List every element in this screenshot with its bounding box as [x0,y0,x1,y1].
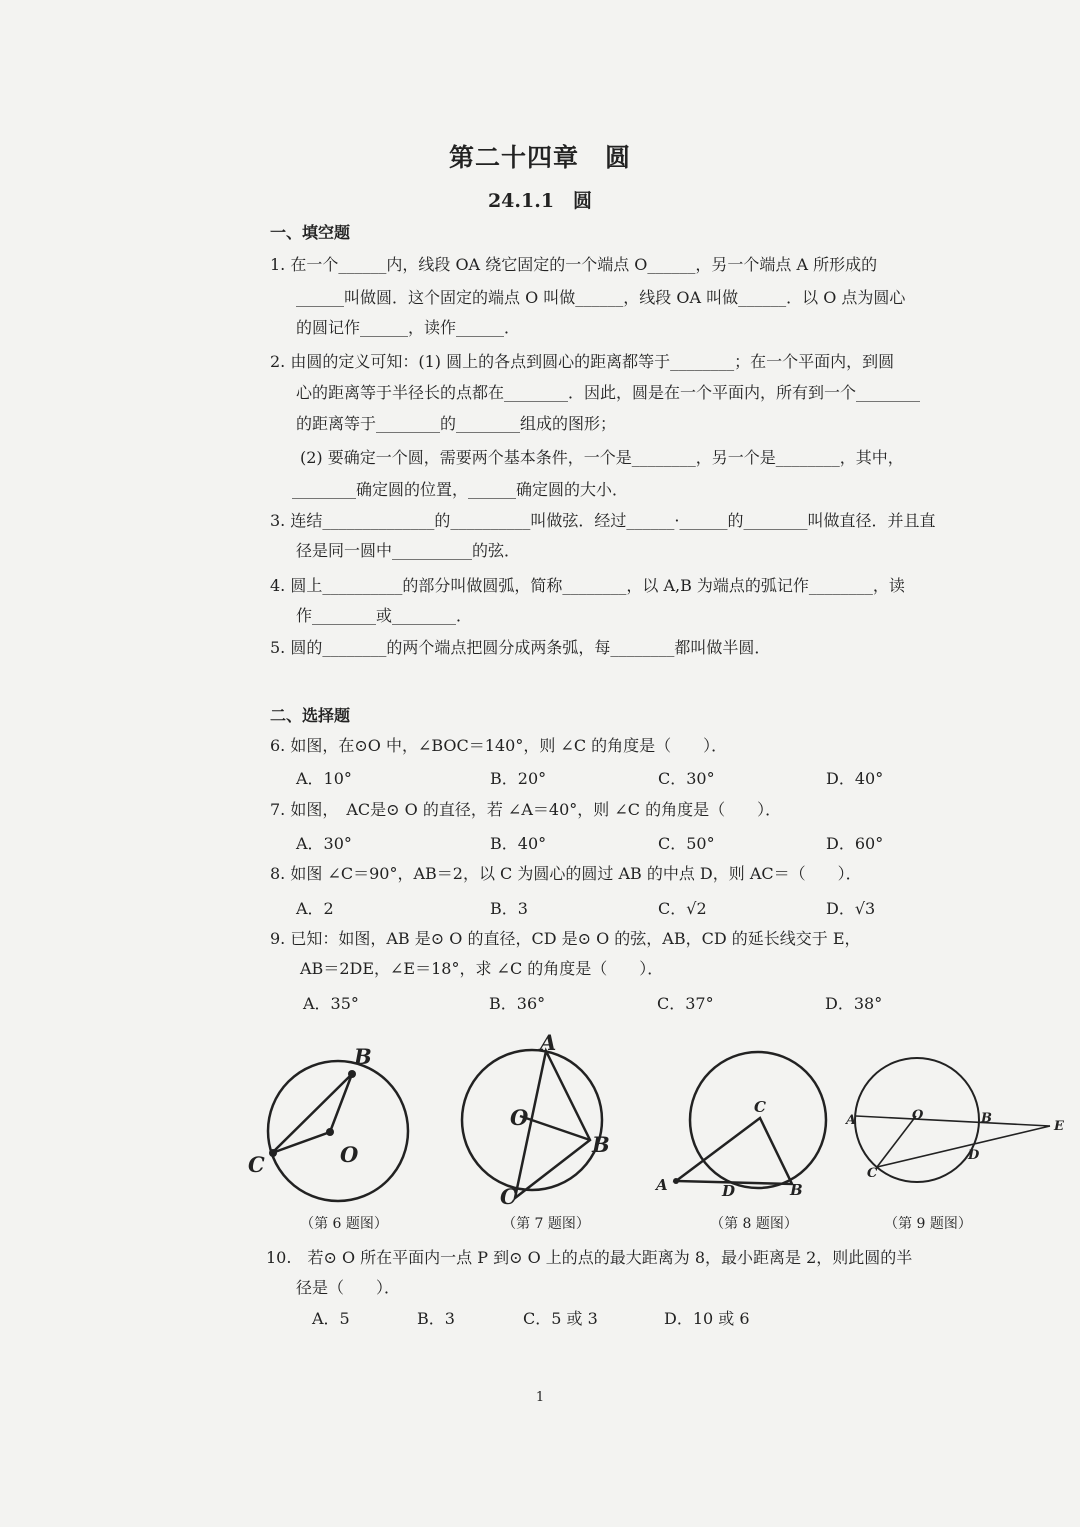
fig8-point-a [673,1178,679,1184]
option-a: A．30° [296,834,352,853]
fig8-label-b: B [790,1181,803,1199]
fill-line: 1. 在一个______内，线段 OA 绕它固定的一个端点 O______，另一个端点 A 所形成的 [270,255,878,274]
fig6-caption: （第 6 题图） [300,1216,388,1232]
fill-line: (2) 要确定一个圆，需要两个基本条件，一个是________，另一个是________，其中， [300,448,904,467]
fig7-caption: （第 7 题图） [502,1216,590,1232]
option-c: C．√2 [658,899,707,918]
fig6-label-o: O [340,1142,359,1167]
fill-line: 心的距离等于半径长的点都在________．因此，圆是在一个平面内，所有到一个________ [296,383,921,402]
option-b: B．20° [490,769,547,788]
fig8-triangle [676,1118,792,1184]
fig7-label-b: B [592,1132,610,1157]
fig9-label-o: O [912,1108,924,1123]
fig6-point-o [326,1128,334,1136]
fig6-point-c [269,1149,277,1157]
figures-row [0,1020,1080,1220]
fig9-caption: （第 9 题图） [884,1216,972,1232]
option-b: B．36° [489,994,546,1013]
question-7-stem: 7. 如图， AC是⊙ O 的直径，若 ∠A＝40°，则 ∠C 的角度是（ ）． [270,800,782,819]
fig7-label-c: C [500,1184,517,1209]
chapter-title: 第二十四章 圆 [448,143,631,172]
option-a: A．5 [312,1309,350,1328]
fill-line: 3. 连结______________的__________叫做弦．经过______·______的________叫做直径．并且直 [270,511,936,530]
option-c: C．50° [658,834,715,853]
fig8-label-d: D [722,1182,736,1200]
fig7-label-o: O [510,1105,529,1130]
option-d: D．40° [826,769,884,788]
option-d: D．√3 [826,899,876,918]
question-10-stem: 10. 若⊙ O 所在平面内一点 P 到⊙ O 上的点的最大距离为 8，最小距离是 2，则此圆的半 [266,1248,913,1267]
fig6-circle [268,1061,408,1201]
fig9-label-e: E [1054,1119,1064,1134]
option-a: A．10° [296,769,352,788]
fig8-label-a: A [656,1176,668,1194]
question-6-stem: 6. 如图，在⊙O 中，∠BOC＝140°，则 ∠C 的角度是（ ）． [270,736,728,755]
question-9-stem: 9. 已知：如图，AB 是⊙ O 的直径，CD 是⊙ O 的弦，AB，CD 的延长线交于 E， [270,929,861,948]
option-c: C．5 或 3 [523,1309,598,1328]
fig9-line-ae [856,1116,1050,1126]
page-number: 1 [535,1390,545,1405]
fill-line: ________确定圆的位置，______确定圆的大小． [292,480,629,499]
fill-line: 的距离等于________的________组成的图形； [296,414,617,433]
fill-line: 径是同一圆中__________的弦． [296,541,521,560]
option-a: A．35° [303,994,359,1013]
fill-line: 作________或________． [296,606,473,625]
fig9-label-a: A [846,1113,857,1128]
option-b: B．3 [490,899,528,918]
option-a: A．2 [296,899,334,918]
option-b: B．3 [417,1309,455,1328]
question-9-stem-2: AB＝2DE，∠E＝18°，求 ∠C 的角度是（ ）． [300,959,664,978]
option-d: D．38° [825,994,883,1013]
fig6-label-c: C [248,1152,265,1177]
fill-line: 的圆记作______，读作______． [296,318,521,337]
fig8-caption: （第 8 题图） [710,1216,798,1232]
question-8-stem: 8. 如图 ∠C＝90°，AB＝2，以 C 为圆心的圆过 AB 的中点 D，则 AC＝（ ）． [270,864,862,883]
fig7-label-a: A [540,1030,557,1055]
fill-line: ______叫做圆．这个固定的端点 O 叫做______，线段 OA 叫做______．以 O 点为圆心 [296,288,906,307]
fill-line: 2. 由圆的定义可知：(1) 圆上的各点到圆心的距离都等于________；在一个平面内，到圆 [270,352,895,371]
fig9-label-d: D [968,1148,980,1163]
fig9-label-b: B [981,1111,992,1126]
section-title: 24.1.1 圆 [487,190,593,212]
option-d: D．10 或 6 [664,1309,750,1328]
fig6-label-b: B [354,1044,372,1069]
option-b: B．40° [490,834,547,853]
question-10-stem-2: 径是（ ）． [296,1278,401,1297]
fig9-label-c: C [867,1166,878,1181]
fill-line: 4. 圆上__________的部分叫做圆弧，简称________，以 A,B 为端点的弧记作________，读 [270,576,905,595]
option-d: D．60° [826,834,884,853]
fill-section-heading: 一、填空题 [270,223,351,242]
option-c: C．37° [657,994,714,1013]
fill-line: 5. 圆的________的两个端点把圆分成两条弧，每________都叫做半圆． [270,638,771,657]
option-c: C．30° [658,769,715,788]
choice-section-heading: 二、选择题 [270,706,351,725]
fig6-point-b [348,1070,356,1078]
fig8-label-c: C [754,1098,766,1116]
